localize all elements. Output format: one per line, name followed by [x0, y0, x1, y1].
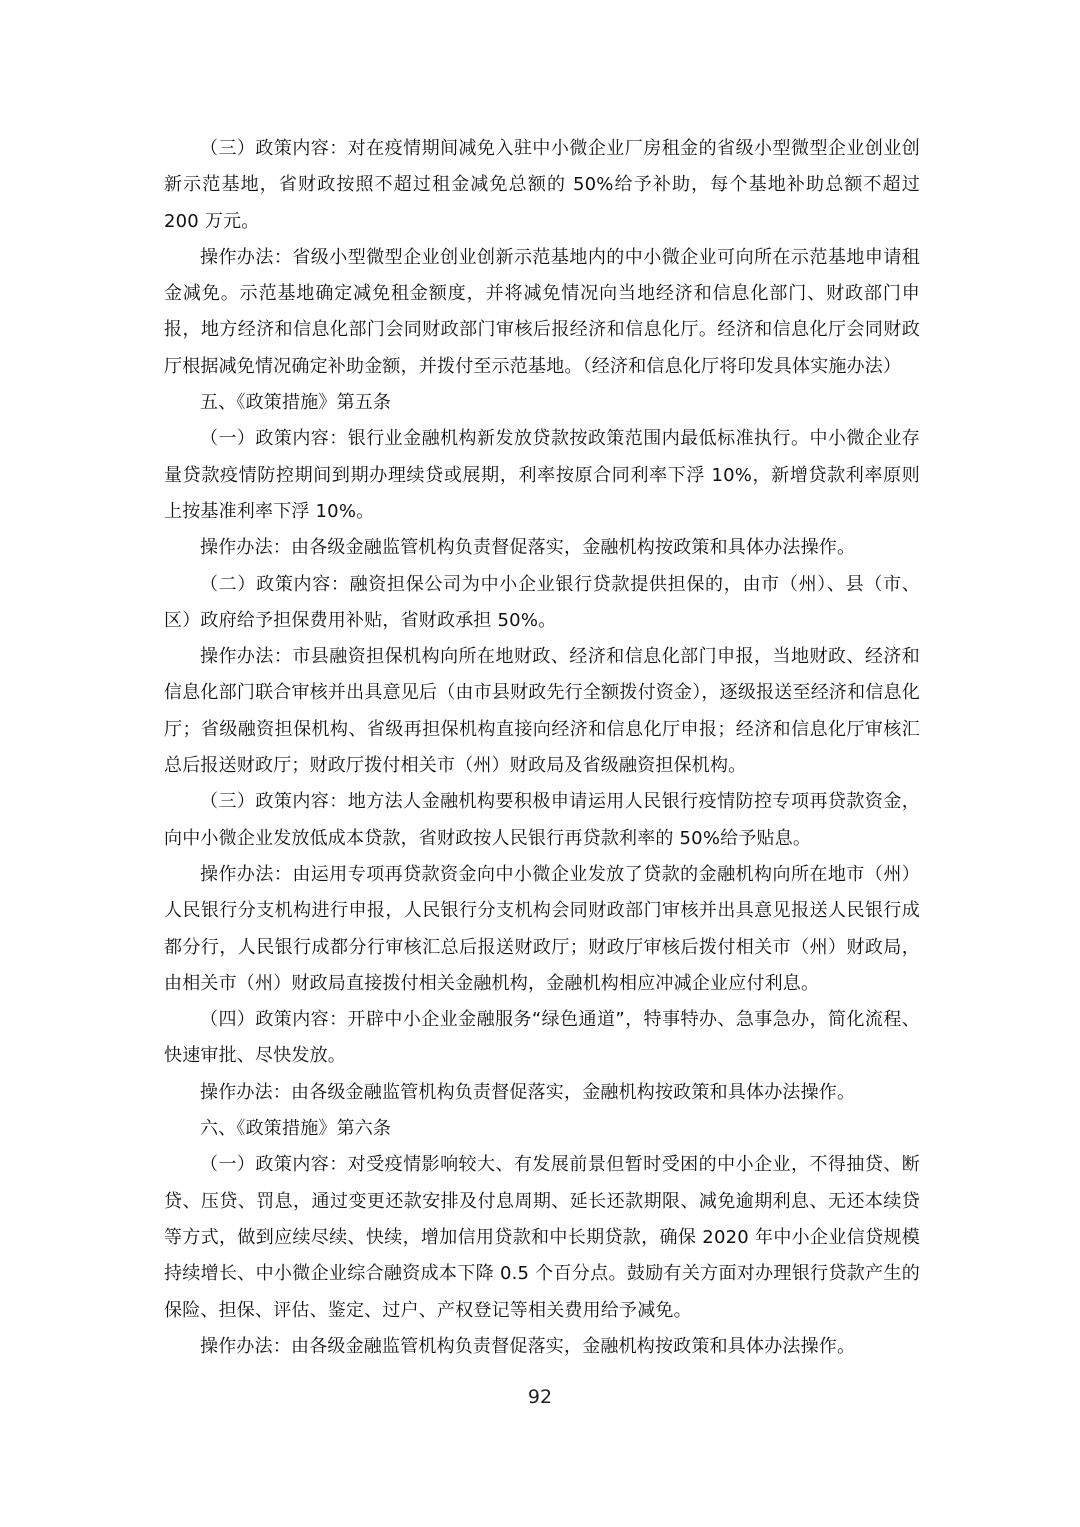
paragraph-operation-method: 操作办法：由各级金融监管机构负责督促落实，金融机构按政策和具体办法操作。 — [200, 1081, 856, 1103]
paragraph-item-3-policy-content: （三）政策内容：对在疫情期间减免入驻中小微企业厂房租金的省级小型微型企业创业创新示范基地，省财政按照不超过租金减免总额的 50%给予补助，每个基地补助总额不超过 200 万元。 — [164, 138, 920, 232]
paragraph-item-1-policy-content: （一）政策内容：银行业金融机构新发放贷款按政策范围内最低标准执行。中小微企业存量贷款疫情防控期间到期办理续贷或展期，利率按原合同利率下浮 10%，新增贷款利率原则上按基准利率下浮 10%。 — [164, 428, 920, 522]
section-heading-article-6: 六、《政策措施》第六条 — [200, 1118, 392, 1140]
paragraph-operation-method: 操作办法：由运用专项再贷款资金向中小微企业发放了贷款的金融机构向所在地市（州）人民银行分支机构进行申报，人民银行分支机构会同财政部门审核并出具意见报送人民银行成都分行，人民银行成都分行审核汇总后报送财政厅；财政厅审核后拨付相关市（州）财政局，由相关市（州）财政局直接拨付相关金融机构，金融机构相应冲减企业应付利息。 — [164, 863, 920, 994]
paragraph-item-3-policy-content: （三）政策内容：地方法人金融机构要积极申请运用人民银行疫情防控专项再贷款资金，向中小微企业发放低成本贷款，省财政按人民银行再贷款利率的 50%给予贴息。 — [164, 791, 920, 849]
paragraph-operation-method: 操作办法：省级小型微型企业创业创新示范基地内的中小微企业可向所在示范基地申请租金减免。示范基地确定减免租金额度，并将减免情况向当地经济和信息化部门、财政部门申报，地方经济和信息化部门会同财政部门审核后报经济和信息化厅。经济和信息化厅会同财政厅根据减免情况确定补助金额，并拨付至示范基地。（经济和信息化厅将印发具体实施办法） — [164, 246, 920, 377]
page-number: 92 — [527, 1386, 553, 1408]
paragraph-item-4-policy-content: （四）政策内容：开辟中小企业金融服务“绿色通道”，特事特办、急事急办，简化流程、快速审批、尽快发放。 — [164, 1009, 920, 1067]
paragraph-operation-method: 操作办法：由各级金融监管机构负责督促落实，金融机构按政策和具体办法操作。 — [200, 537, 856, 559]
section-heading-article-5: 五、《政策措施》第五条 — [200, 392, 392, 414]
paragraph-operation-method: 操作办法：市县融资担保机构向所在地财政、经济和信息化部门申报，当地财政、经济和信息化部门联合审核并出具意见后（由市县财政先行全额拨付资金），逐级报送至经济和信息化厅；省级融资担保机构、省级再担保机构直接向经济和信息化厅申报；经济和信息化厅审核汇总后报送财政厅；财政厅拨付相关市（州）财政局及省级融资担保机构。 — [164, 646, 920, 777]
paragraph-item-2-policy-content: （二）政策内容：融资担保公司为中小企业银行贷款提供担保的，由市（州）、县（市、区）政府给予担保费用补贴，省财政承担 50%。 — [164, 573, 920, 631]
paragraph-item-1-policy-content: （一）政策内容：对受疫情影响较大、有发展前景但暂时受困的中小企业，不得抽贷、断贷、压贷、罚息，通过变更还款安排及付息周期、延长还款期限、减免逾期利息、无还本续贷等方式，做到应续尽续、快续，增加信用贷款和中长期贷款，确保 2020 年中小企业信贷规模持续增长、中小微企业综合融资成本下降 0.5 个百分点。鼓励有关方面对办理银行贷款产生的保险、担保、评估、鉴定、过户、产权登记等相关费用给予减免。 — [164, 1154, 920, 1321]
paragraph-operation-method: 操作办法：由各级金融监管机构负责督促落实，金融机构按政策和具体办法操作。 — [200, 1335, 856, 1357]
body-text — [164, 131, 920, 1365]
